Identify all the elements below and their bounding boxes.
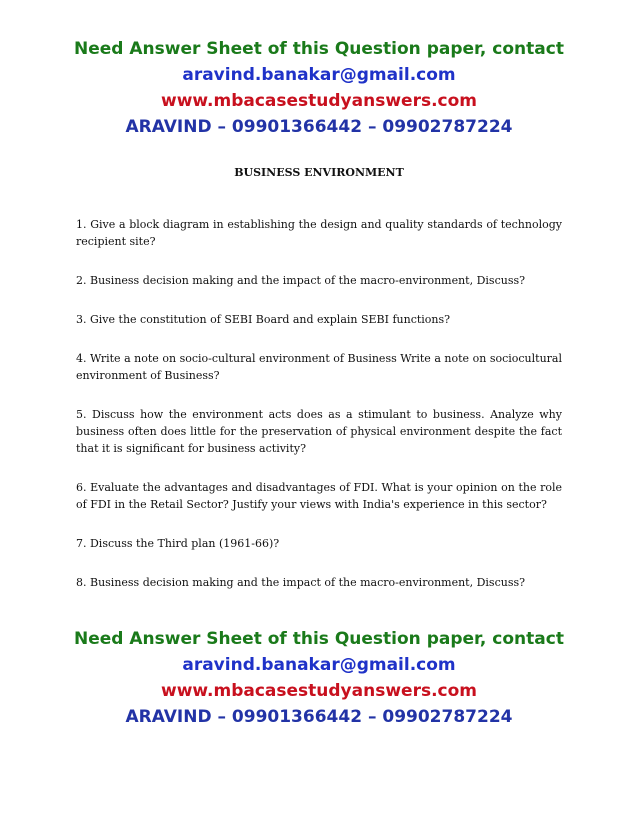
question-item: 6. Evaluate the advantages and disadvantages of FDI. What is your opinion on the role of FDI in the Retail Sector? Justify your views with India's experience in this sector? [76, 481, 562, 511]
question-list [76, 216, 562, 613]
question-item: 3. Give the constitution of SEBI Board and explain SEBI functions? [76, 313, 451, 326]
question-item: 8. Business decision making and the impact of the macro-environment, Discuss? [76, 576, 526, 589]
contact-heading: Need Answer Sheet of this Question paper, contact [74, 629, 564, 649]
contact-email: aravind.banakar@gmail.com [182, 65, 456, 85]
question-item: 7. Discuss the Third plan (1961-66)? [76, 537, 280, 550]
question-item: 4. Write a note on socio-cultural environment of Business Write a note on sociocultural environment of Business? [76, 352, 562, 382]
document-title: BUSINESS ENVIRONMENT [234, 166, 404, 179]
contact-phone: ARAVIND – 09901366442 – 09902787224 [125, 117, 513, 137]
contact-banner-top [0, 36, 638, 140]
contact-website: www.mbacasestudyanswers.com [161, 681, 477, 701]
question-item: 2. Business decision making and the impact of the macro-environment, Discuss? [76, 274, 526, 287]
question-item: 1. Give a block diagram in establishing the design and quality standards of technology recipient site? [76, 218, 562, 248]
contact-phone: ARAVIND – 09901366442 – 09902787224 [125, 707, 513, 727]
question-item: 5. Discuss how the environment acts does as a stimulant to business. Analyze why business often does little for the preservation of physical environment despite the fact that it is significant for business activity? [76, 408, 562, 455]
contact-website: www.mbacasestudyanswers.com [161, 91, 477, 111]
contact-heading: Need Answer Sheet of this Question paper, contact [74, 39, 564, 59]
contact-banner-bottom [0, 626, 638, 730]
contact-email: aravind.banakar@gmail.com [182, 655, 456, 675]
